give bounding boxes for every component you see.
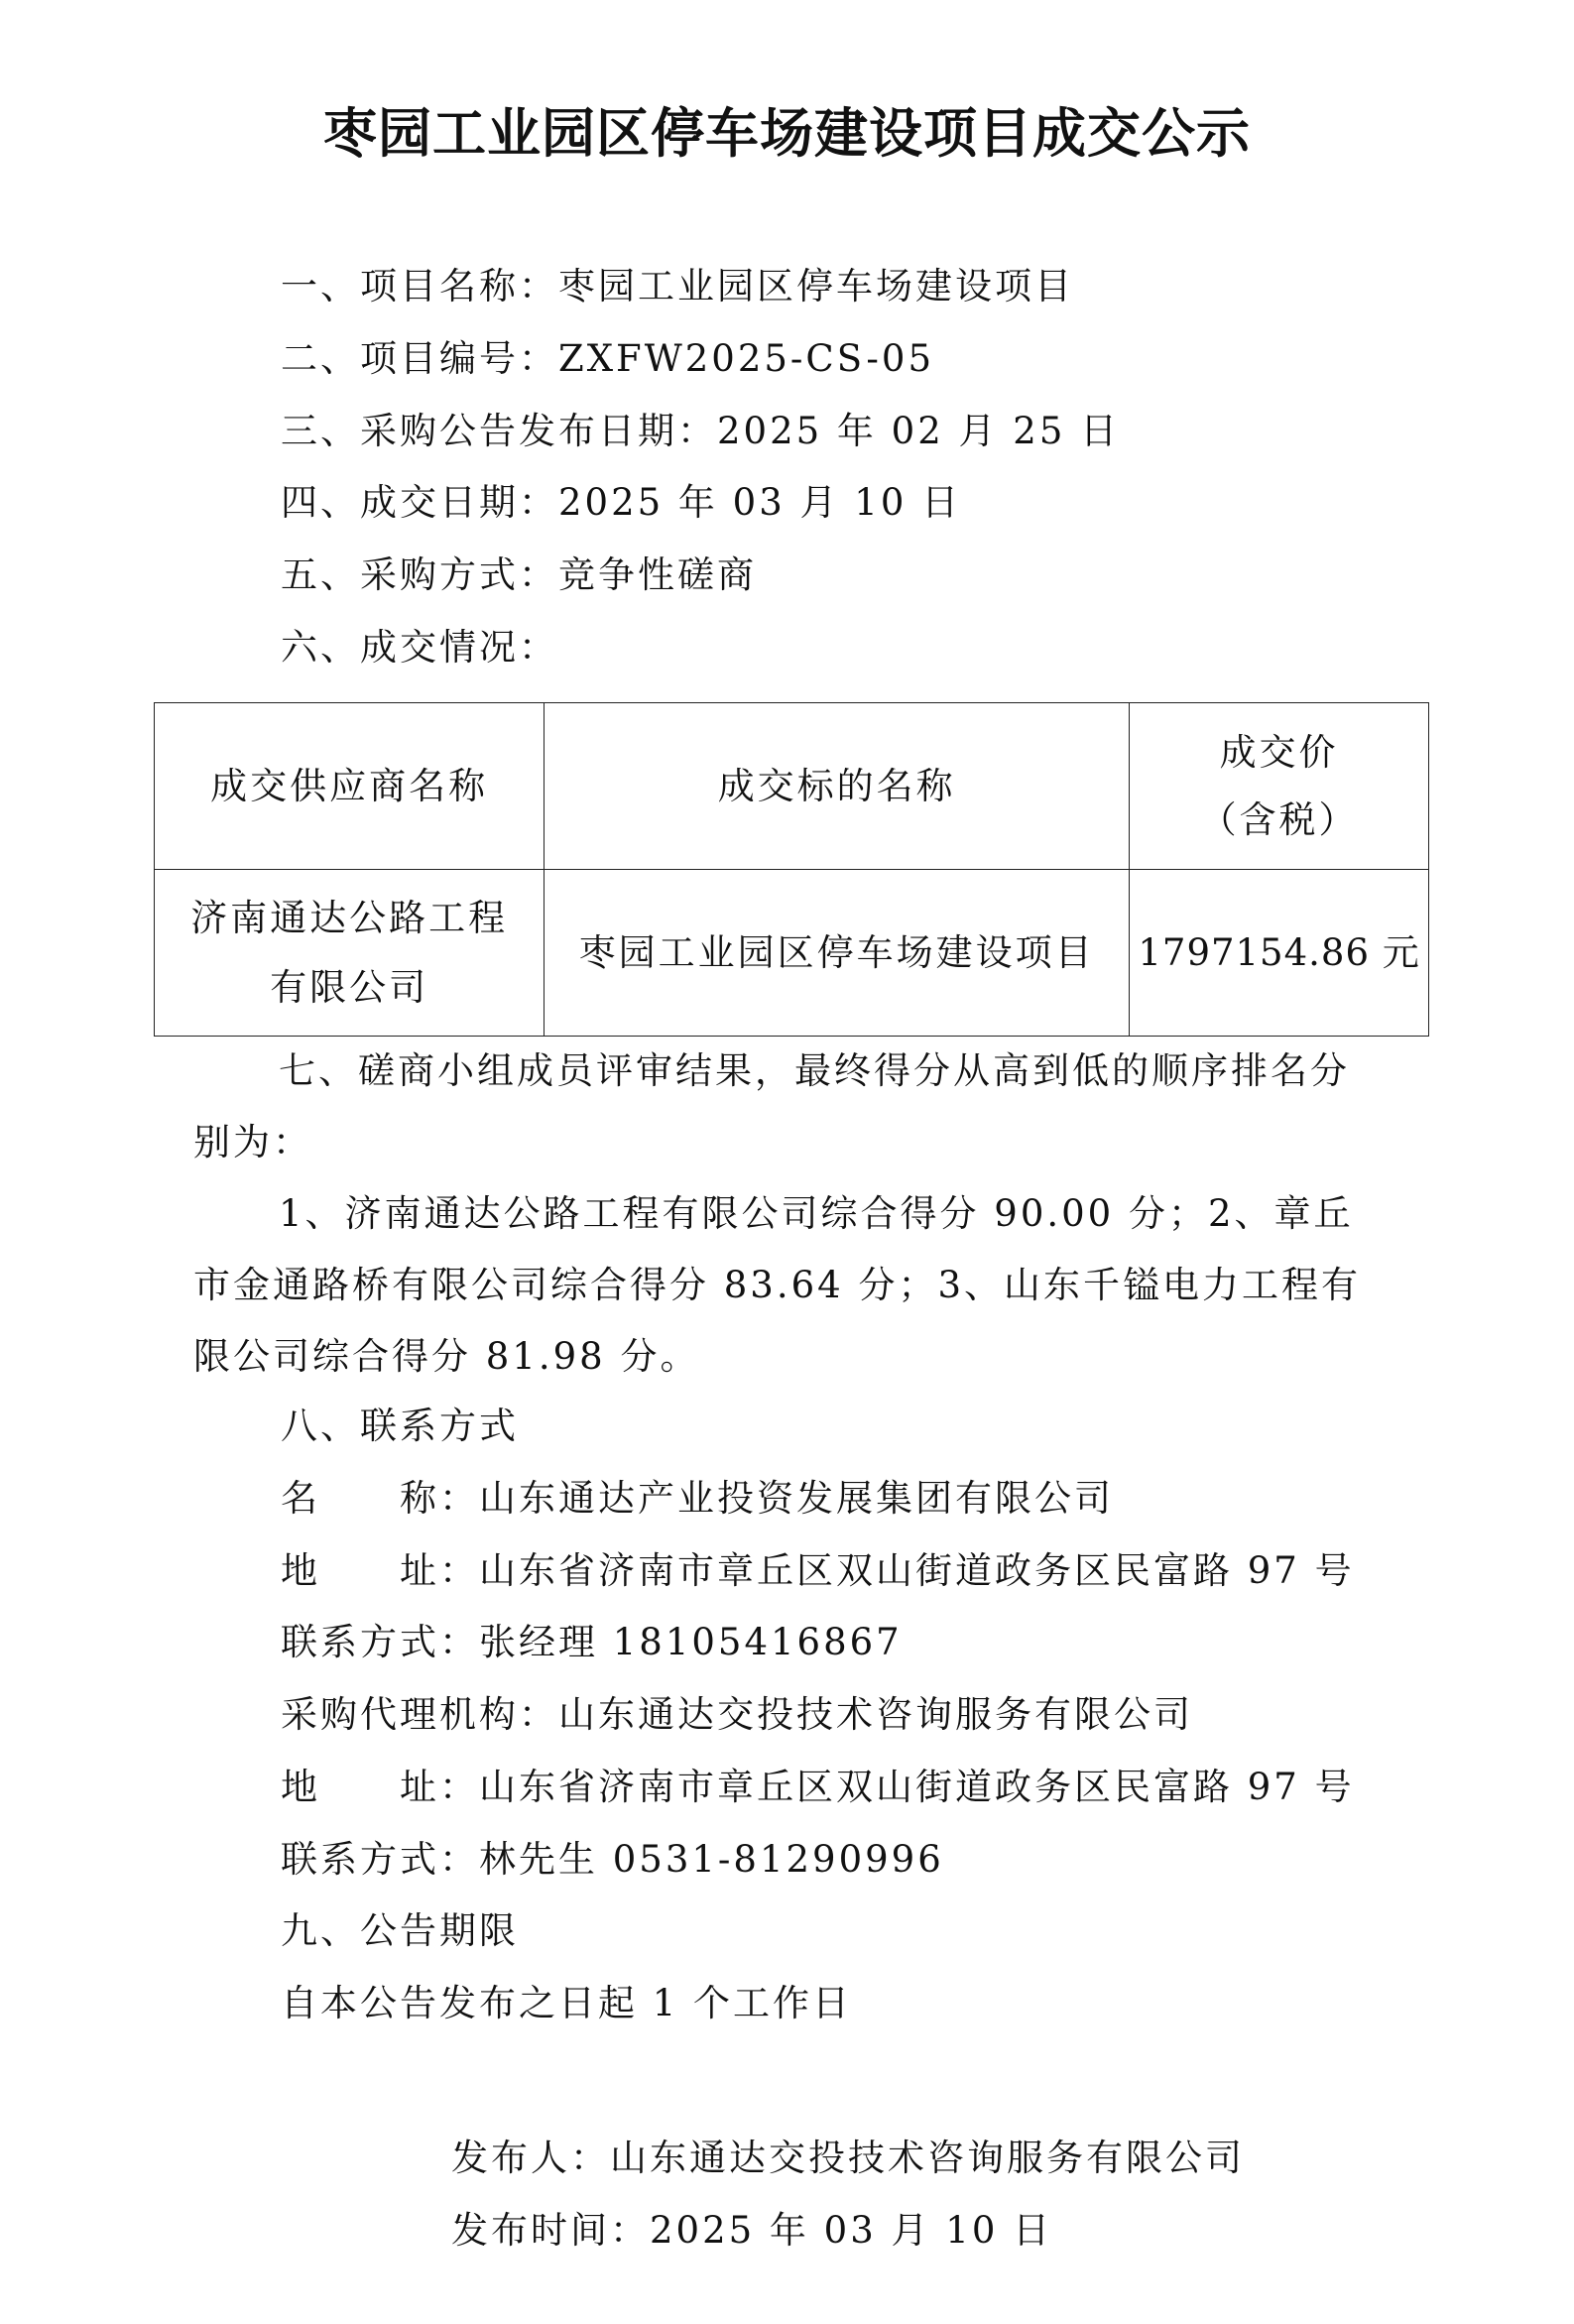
publish-time: 发布时间：2025 年 03 月 10 日 (451, 2209, 1053, 2252)
header-supplier: 成交供应商名称 (155, 703, 545, 870)
contact-heading: 八、联系方式 (281, 1405, 519, 1447)
cell-subject: 枣园工业园区停车场建设项目 (545, 870, 1130, 1037)
supplier-line1: 济南通达公路工程 (190, 897, 509, 940)
notice-date-line: 三、采购公告发布日期：2025 年 02 月 25 日 (281, 410, 1121, 452)
cell-supplier (155, 870, 545, 1037)
project-name-line: 一、项目名称：枣园工业园区停车场建设项目 (281, 265, 1074, 307)
review-intro: 七、磋商小组成员评审结果，最终得分从高到低的顺序排名分别为： (193, 1049, 1350, 1163)
agency-name: 采购代理机构：山东通达交投技术咨询服务有限公司 (281, 1693, 1193, 1736)
publisher: 发布人：山东通达交投技术咨询服务有限公司 (451, 2137, 1245, 2179)
agency-address: 地 址：山东省济南市章丘区双山街道政务区民富路 97 号 (281, 1766, 1355, 1808)
deal-status-line: 六、成交情况： (281, 626, 558, 669)
cell-price: 1797154.86 元 (1130, 870, 1429, 1037)
header-price-label: 成交价 (1219, 731, 1339, 775)
document-title: 枣园工业园区停车场建设项目成交公示 (323, 102, 1251, 165)
award-table (154, 702, 1429, 1037)
header-subject: 成交标的名称 (545, 703, 1130, 870)
period-text: 自本公告发布之日起 1 个工作日 (281, 1982, 853, 2024)
contact-address: 地 址：山东省济南市章丘区双山街道政务区民富路 97 号 (281, 1549, 1355, 1592)
period-heading: 九、公告期限 (281, 1909, 519, 1952)
header-price-tax: （含税） (1199, 797, 1359, 841)
review-scores: 1、济南通达公路工程有限公司综合得分 90.00 分；2、章丘市金通路桥有限公司综合得分 83.64 分；3、山东千镒电力工程有限公司综合得分 81.98 分。 (193, 1192, 1361, 1378)
deal-date-line: 四、成交日期：2025 年 03 月 10 日 (281, 481, 962, 524)
table-row (155, 870, 1429, 1037)
project-no-line: 二、项目编号：ZXFW2025-CS-05 (281, 337, 935, 380)
contact-phone: 联系方式：张经理 18105416867 (281, 1621, 903, 1663)
header-price (1130, 703, 1429, 870)
method-line: 五、采购方式：竞争性磋商 (281, 553, 757, 596)
contact-name: 名 称：山东通达产业投资发展集团有限公司 (281, 1477, 1114, 1520)
agency-phone: 联系方式：林先生 0531-81290996 (281, 1838, 944, 1881)
supplier-line2: 有限公司 (270, 965, 429, 1009)
table-header-row (155, 703, 1429, 870)
